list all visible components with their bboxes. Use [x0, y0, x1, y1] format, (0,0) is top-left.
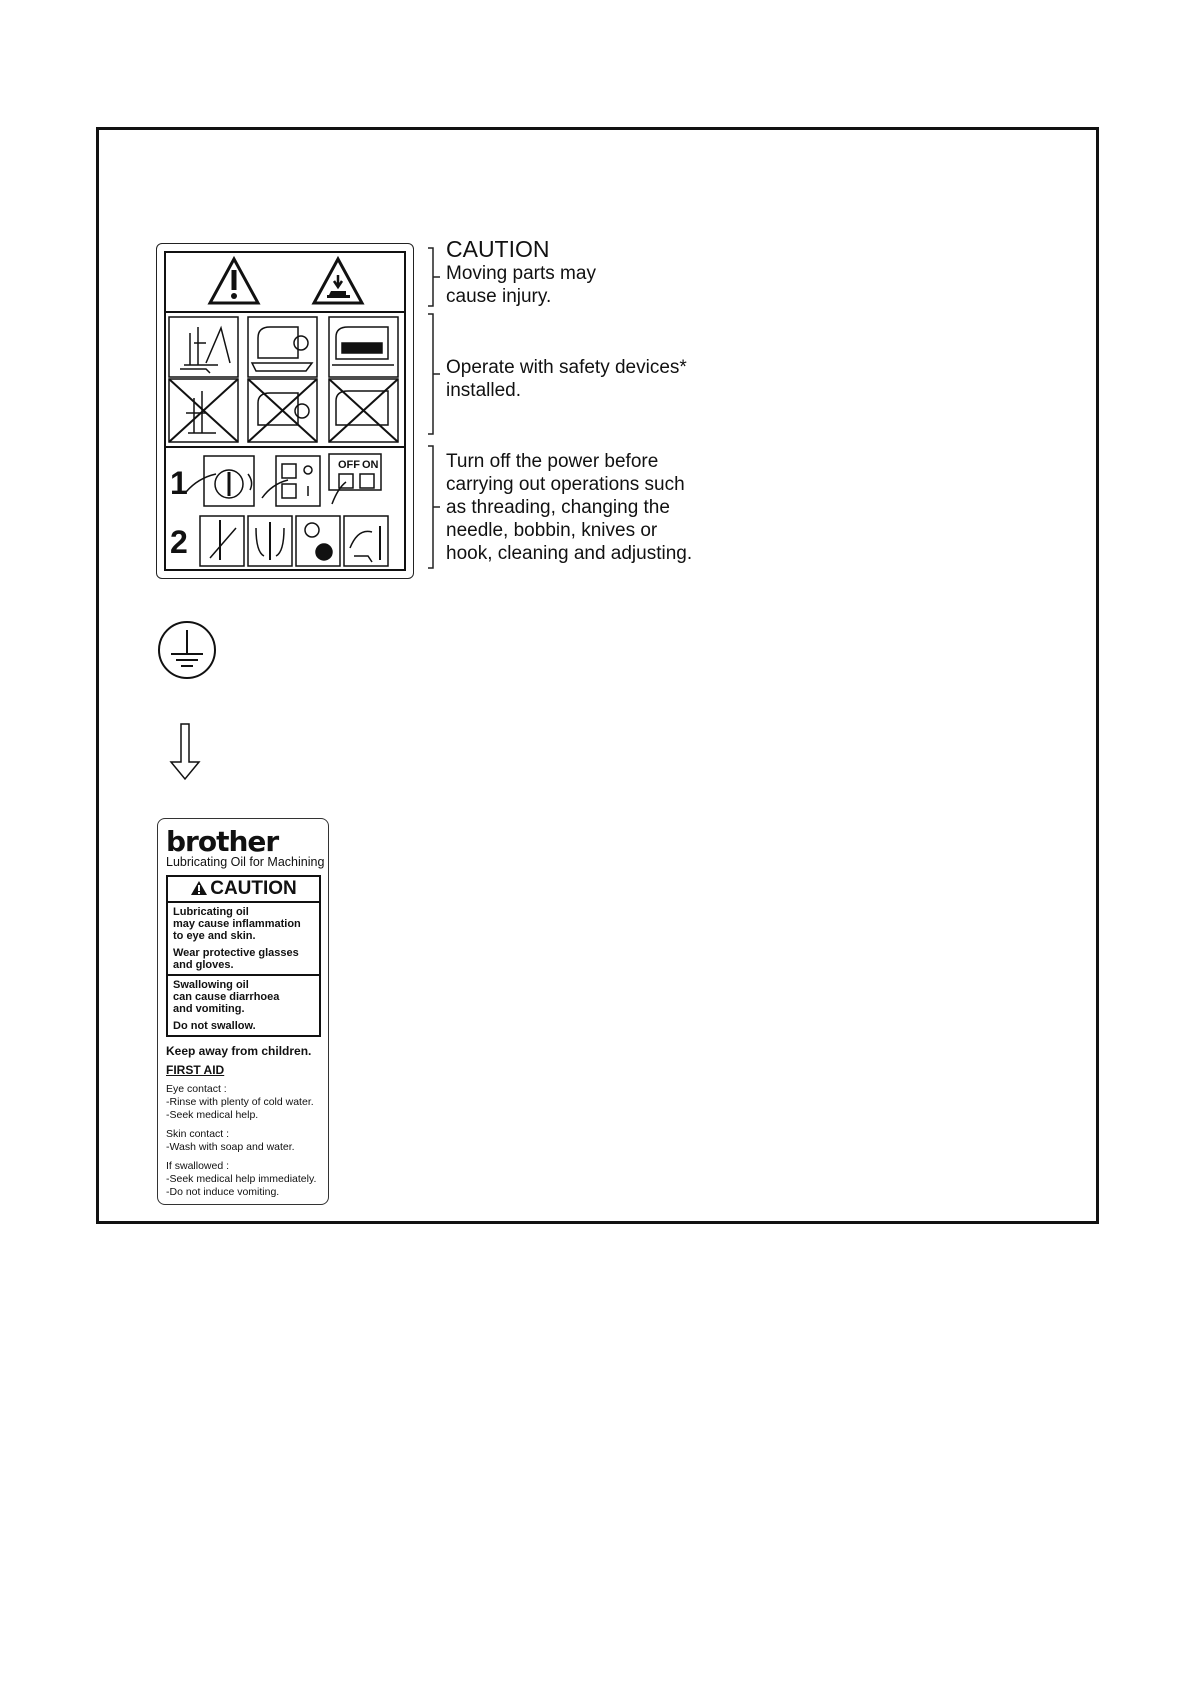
moving-parts-caption-line: Moving parts may [446, 263, 596, 284]
eye-contact-heading: Eye contact : [166, 1083, 227, 1095]
protective-earth-ground-icon [155, 618, 219, 682]
product-name: Lubricating Oil for Machining [166, 855, 325, 869]
off-label: OFF [338, 459, 360, 471]
moving-parts-caption-line: cause injury. [446, 286, 552, 307]
warning-line: and vomiting. [173, 1003, 245, 1015]
swallowed-heading: If swallowed : [166, 1160, 230, 1172]
down-arrow-icon [168, 722, 202, 782]
swallowed-step: -Seek medical help immediately. [166, 1173, 317, 1185]
warning-line: may cause inflammation [173, 918, 301, 930]
eye-contact-step: -Seek medical help. [166, 1109, 259, 1121]
oil-warning-section [168, 903, 319, 976]
warning-line: can cause diarrhoea [173, 991, 280, 1003]
on-label: ON [362, 459, 379, 471]
power-off-caption-line: carrying out operations such [446, 474, 685, 495]
step-1-number: 1 [170, 465, 188, 501]
lubricating-oil-label [157, 818, 329, 1205]
swallowed-step: -Do not induce vomiting. [166, 1186, 280, 1198]
caution-caption-title: CAUTION [446, 236, 550, 262]
oil-swallow-section [168, 976, 319, 1035]
power-off-caption-line: Turn off the power before [446, 451, 659, 472]
eye-contact-step: -Rinse with plenty of cold water. [166, 1096, 314, 1108]
oil-caution-heading [168, 877, 319, 903]
power-off-caption-line: as threading, changing the [446, 497, 670, 518]
oil-caution-heading-text: CAUTION [210, 878, 297, 899]
warning-line: Swallowing oil [173, 979, 249, 991]
warning-line: and gloves. [173, 959, 234, 971]
first-aid-heading: FIRST AID [166, 1063, 225, 1077]
warning-line: Do not swallow. [173, 1020, 256, 1032]
warning-line: Wear protective glasses [173, 947, 299, 959]
brand-logo: brother [166, 825, 279, 858]
skin-contact-step: -Wash with soap and water. [166, 1141, 295, 1153]
step-2-number: 2 [170, 524, 188, 560]
safety-devices-caption-line: installed. [446, 380, 521, 401]
keep-away-notice: Keep away from children. [166, 1044, 312, 1058]
warning-triangle-icon [190, 880, 208, 896]
skin-contact-heading: Skin contact : [166, 1128, 230, 1140]
power-off-caption-line: hook, cleaning and adjusting. [446, 543, 693, 564]
oil-caution-box [166, 875, 321, 1037]
safety-devices-caption-line: Operate with safety devices* [446, 357, 687, 378]
warning-line: to eye and skin. [173, 930, 256, 942]
warning-line: Lubricating oil [173, 906, 249, 918]
power-off-caption-line: needle, bobbin, knives or [446, 520, 658, 541]
